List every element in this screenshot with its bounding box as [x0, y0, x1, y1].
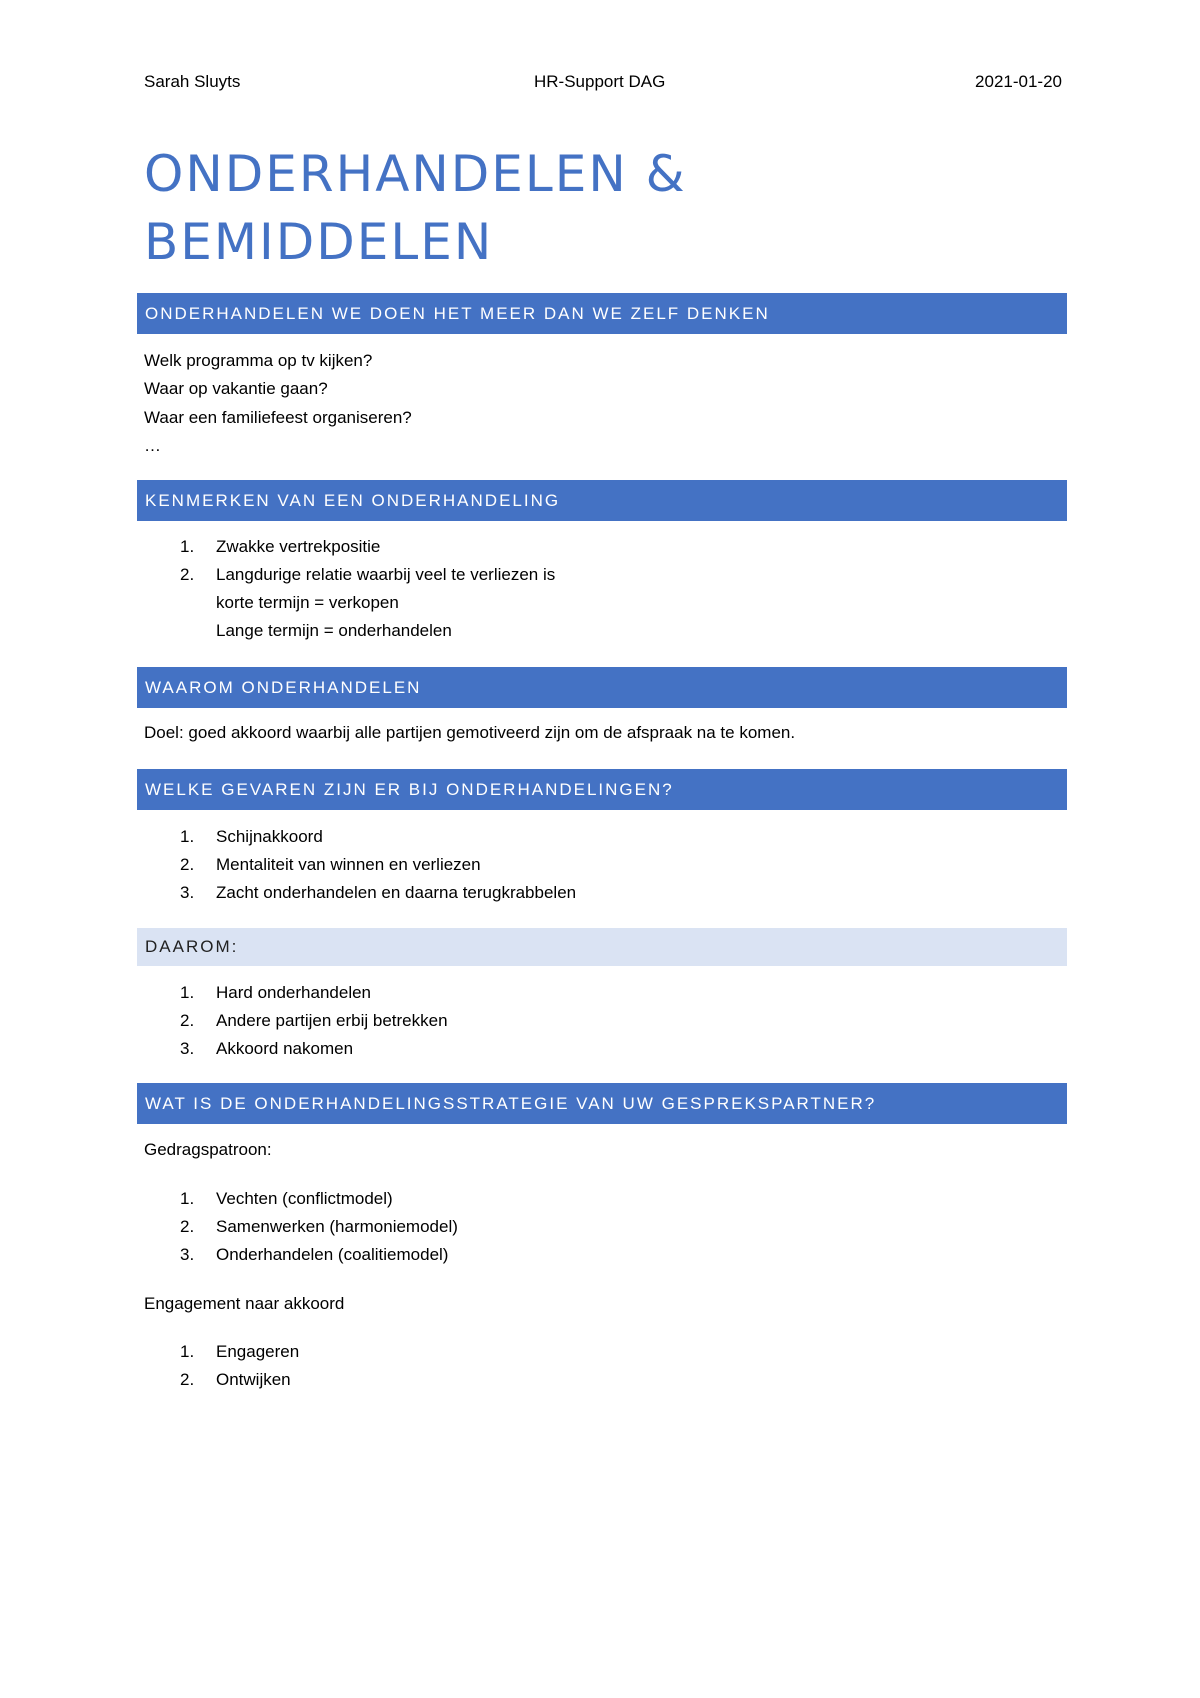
section-6-label-2: Engagement naar akkoord: [144, 1294, 345, 1313]
list-text: Onderhandelen (coalitiemodel): [216, 1245, 449, 1264]
title-line-1: ONDERHANDELEN &: [144, 145, 687, 203]
list-number: 2.: [180, 565, 195, 584]
list-item: [144, 1241, 458, 1269]
list-text: Akkoord nakomen: [216, 1039, 354, 1058]
list-text: Zacht onderhandelen en daarna terugkrabbelen: [216, 883, 577, 902]
list-item: [144, 533, 555, 561]
list-text: Zwakke vertrekpositie: [216, 537, 381, 556]
list-number: 1.: [180, 537, 195, 556]
list-number: 1.: [180, 1189, 195, 1208]
list-number: 3.: [180, 1245, 195, 1264]
list-number: 1.: [180, 1342, 195, 1361]
list-text: Andere partijen erbij betrekken: [216, 1011, 448, 1030]
list-text: Ontwijken: [216, 1370, 291, 1389]
list-item: [144, 851, 576, 879]
title-line-2: BEMIDDELEN: [144, 213, 494, 271]
list-text: Samenwerken (harmoniemodel): [216, 1217, 458, 1236]
list-item: [144, 879, 576, 907]
list-number: 2.: [180, 855, 195, 874]
section-1-line-2: Waar op vakantie gaan?: [144, 379, 328, 398]
list-item: [144, 823, 576, 851]
header-author: Sarah Sluyts: [144, 72, 241, 91]
list-number: 1.: [180, 827, 195, 846]
list-item: [144, 979, 448, 1007]
list-number: 2.: [180, 1217, 195, 1236]
document-title: [144, 140, 1044, 276]
list-text: Hard onderhandelen: [216, 983, 372, 1002]
section-heading-4: WELKE GEVAREN ZIJN ER BIJ ONDERHANDELINGEN?: [137, 769, 1067, 810]
list-number: 2.: [180, 1370, 195, 1389]
list-text: Schijnakkoord: [216, 827, 323, 846]
list-subline: korte termijn = verkopen: [216, 593, 399, 612]
section-heading-3: WAAROM ONDERHANDELEN: [137, 667, 1067, 708]
list-item: [144, 561, 555, 645]
section-1-line-3: Waar een familiefeest organiseren?: [144, 408, 412, 427]
section-5-list: [144, 979, 448, 1063]
list-item: [144, 1035, 448, 1063]
list-subline: Lange termijn = onderhandelen: [216, 621, 452, 640]
list-text: Vechten (conflictmodel): [216, 1189, 393, 1208]
list-item: [144, 1213, 458, 1241]
section-heading-5: DAAROM:: [137, 928, 1067, 966]
section-heading-6: WAT IS DE ONDERHANDELINGSSTRATEGIE VAN UW GESPREKSPARTNER?: [137, 1083, 1067, 1124]
section-heading-2: KENMERKEN VAN EEN ONDERHANDELING: [137, 480, 1067, 521]
list-number: 3.: [180, 1039, 195, 1058]
list-number: 2.: [180, 1011, 195, 1030]
list-text: Mentaliteit van winnen en verliezen: [216, 855, 481, 874]
section-6-label-1: Gedragspatroon:: [144, 1140, 272, 1159]
list-item: [144, 1007, 448, 1035]
section-3-text: Doel: goed akkoord waarbij alle partijen gemotiveerd zijn om de afspraak na te komen.: [144, 723, 796, 742]
header-event: HR-Support DAG: [534, 72, 666, 91]
list-number: 1.: [180, 983, 195, 1002]
list-number: 3.: [180, 883, 195, 902]
section-6-list-1: [144, 1185, 458, 1269]
section-2-list: [144, 533, 555, 645]
list-text: Langdurige relatie waarbij veel te verliezen is: [216, 565, 556, 584]
section-1-line-1: Welk programma op tv kijken?: [144, 351, 373, 370]
section-1-line-4: …: [144, 436, 161, 455]
section-6-list-2: [144, 1338, 299, 1394]
list-item: [144, 1185, 458, 1213]
section-4-list: [144, 823, 576, 907]
header-date: 2021-01-20: [975, 72, 1062, 91]
section-heading-1: ONDERHANDELEN WE DOEN HET MEER DAN WE ZELF DENKEN: [137, 293, 1067, 334]
list-item: [144, 1338, 299, 1366]
list-text: Engageren: [216, 1342, 300, 1361]
page-header: [144, 72, 1062, 96]
list-item: [144, 1366, 299, 1394]
